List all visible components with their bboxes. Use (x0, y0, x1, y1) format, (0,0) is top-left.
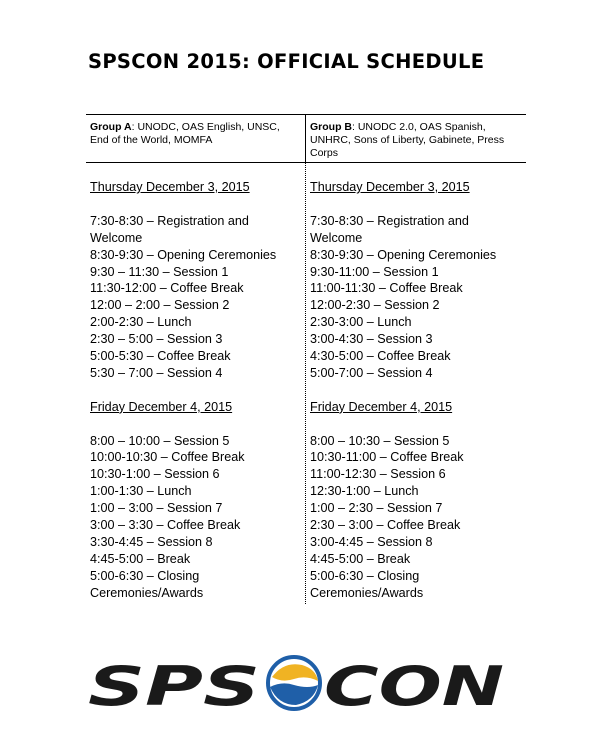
schedule-item: 1:00 – 3:00 – Session 7 (90, 501, 223, 516)
schedule-item: 1:00 – 2:30 – Session 7 (310, 501, 443, 516)
schedule-item: 11:00-11:30 – Coffee Break (310, 281, 463, 296)
schedule-item: 1:00-1:30 – Lunch (90, 484, 192, 499)
schedule-item: 4:45-5:00 – Break (90, 551, 191, 566)
schedule-item: 9:30 – 11:30 – Session 1 (90, 264, 229, 279)
schedule-item: 10:30-11:00 – Coffee Break (310, 450, 464, 465)
schedule-item: 8:00 – 10:00 – Session 5 (90, 433, 230, 448)
schedule-item: 7:30-8:30 – Registration and Welcome (90, 213, 249, 245)
group-b-header (310, 121, 518, 160)
schedule-item: 11:30-12:00 – Coffee Break (90, 281, 244, 296)
schedule-item: 3:00-4:30 – Session 3 (310, 332, 433, 347)
schedule-item: 9:30-11:00 – Session 1 (310, 264, 439, 279)
schedule-item: 11:00-12:30 – Session 6 (310, 467, 446, 482)
group-b-day-heading: Thursday December 3, 2015 (310, 180, 470, 194)
schedule-item: 12:30-1:00 – Lunch (310, 484, 419, 499)
schedule-item: 8:30-9:30 – Opening Ceremonies (310, 247, 497, 262)
schedule-item: 2:00-2:30 – Lunch (90, 315, 192, 330)
schedule-item: 8:00 – 10:30 – Session 5 (310, 433, 450, 448)
schedule-item: 4:30-5:00 – Coffee Break (310, 349, 451, 364)
schedule-item: 4:45-5:00 – Break (310, 551, 411, 566)
header-divider (305, 114, 306, 163)
schedule-item: 12:00 – 2:00 – Session 2 (90, 298, 230, 313)
schedule-item: 2:30 – 5:00 – Session 3 (90, 332, 223, 347)
page-title: SPSCON 2015: OFFICIAL SCHEDULE (88, 50, 485, 73)
schedule-item: 10:00-10:30 – Coffee Break (90, 450, 245, 465)
schedule-item: 2:30-3:00 – Lunch (310, 315, 412, 330)
header-bottom-border (86, 162, 526, 163)
handshake-globe-icon (268, 657, 320, 709)
schedule-item: 7:30-8:30 – Registration and Welcome (310, 213, 469, 245)
schedule-item: 5:30 – 7:00 – Session 4 (90, 365, 223, 380)
group-a-column (90, 179, 295, 602)
spscon-logo-graphic (88, 655, 506, 711)
schedule-item: 5:00-6:30 – Closing Ceremonies/Awards (310, 568, 424, 600)
group-a-committees: : UNODC, OAS English, UNSC, End of the World, MOMFA (90, 121, 280, 146)
schedule-item: 12:00-2:30 – Session 2 (310, 298, 440, 313)
spscon-logo (88, 655, 506, 711)
schedule-item: 3:00 – 3:30 – Coffee Break (90, 518, 241, 533)
logo-text-sps: SPS (88, 655, 260, 711)
schedule-item: 3:30-4:45 – Session 8 (90, 534, 213, 549)
schedule-item: 8:30-9:30 – Opening Ceremonies (90, 247, 277, 262)
group-a-header (90, 121, 298, 147)
column-divider (305, 163, 306, 604)
schedule-item: 5:00-6:30 – Closing Ceremonies/Awards (90, 568, 204, 600)
group-b-column (310, 179, 515, 602)
table-top-border (86, 114, 526, 115)
group-b-committees: : UNODC 2.0, OAS Spanish, UNHRC, Sons of Liberty, Gabinete, Press Corps (310, 121, 505, 159)
schedule-item: 3:00-4:45 – Session 8 (310, 534, 433, 549)
schedule-item: 10:30-1:00 – Session 6 (90, 467, 220, 482)
group-a-label: Group A (90, 121, 132, 133)
schedule-table (86, 114, 526, 604)
group-a-day-heading: Friday December 4, 2015 (90, 399, 233, 414)
group-b-label: Group B (310, 121, 352, 133)
schedule-item: 2:30 – 3:00 – Coffee Break (310, 518, 461, 533)
group-a-day-heading: Thursday December 3, 2015 (90, 180, 250, 194)
group-b-day-heading: Friday December 4, 2015 (310, 399, 453, 414)
schedule-item: 5:00-7:00 – Session 4 (310, 365, 433, 380)
schedule-item: 5:00-5:30 – Coffee Break (90, 349, 231, 364)
logo-text-con: CON (324, 655, 504, 711)
